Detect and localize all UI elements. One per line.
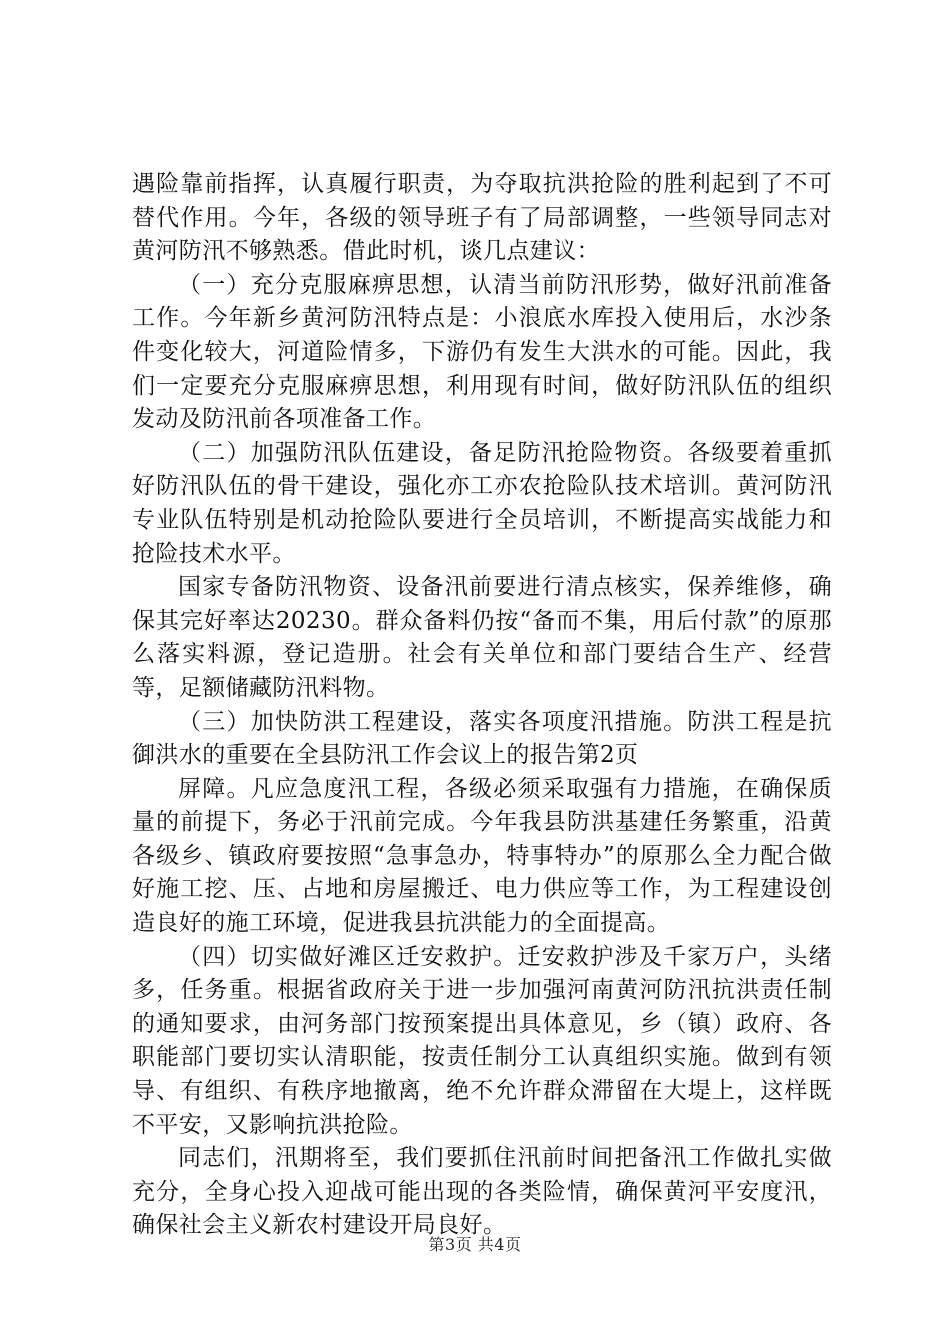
page-footer: 第3页 共4页 xyxy=(428,1235,522,1254)
paragraph-point-1: （一）充分克服麻痹思想，认清当前防汛形势，做好汛前准备工作。今年新乡黄河防汛特点是：小浪底水库投入使用后，水沙条件变化较大，河道险情多，下游仍有发生大洪水的可能。因此，我们一定要充分克服麻痹思想，利用现有时间，做好防汛队伍的组织发动及防汛前各项准备工作。 xyxy=(132,271,832,433)
paragraph-point-3: （三）加快防洪工程建设，落实各项度汛措施。防洪工程是抗御洪水的重要在全县防汛工作会议上的报告第2页 xyxy=(132,708,832,769)
paragraph-point-2: （二）加强防汛队伍建设，备足防汛抢险物资。各级要着重抓好防汛队伍的骨干建设，强化亦工亦农抢险队技术培训。黄河防汛专业队伍特别是机动抢险队要进行全员培训，不断提高实战能力和抢险技术水平。 xyxy=(132,439,832,567)
document-body xyxy=(132,168,832,1243)
paragraph-materials: 国家专备防汛物资、设备汛前要进行清点核实，保养维修，确保其完好率达20230。群众备料仍按“备而不集，用后付款”的原那么落实料源，登记造册。社会有关单位和部门要结合生产、经营等，足额储藏防汛料物。 xyxy=(132,574,832,701)
paragraph-intro: 遇险靠前指挥，认真履行职责，为夺取抗洪抢险的胜利起到了不可替代作用。今年，各级的领导班子有了局部调整，一些领导同志对黄河防汛不够熟悉。借此时机，谈几点建议： xyxy=(132,171,832,265)
paragraph-barrier: 屏障。凡应急度汛工程，各级必须采取强有力措施，在确保质量的前提下，务必于汛前完成。今年我县防洪基建任务繁重，沿黄各级乡、镇政府要按照“急事急办，特事特办”的原那么全力配合做好施工挖、压、占地和房屋搬迁、电力供应等工作，为工程建设创造良好的施工环境，促进我县抗洪能力的全面提高。 xyxy=(132,775,832,937)
paragraph-point-4: （四）切实做好滩区迁安救护。迁安救护涉及千家万户，头绪多，任务重。根据省政府关于进一步加强河南黄河防汛抗洪责任制的通知要求，由河务部门按预案提出具体意见，乡（镇）政府、各职能部门要切实认清职能，按责任制分工认真组织实施。做到有领导、有组织、有秩序地撤离，绝不允许群众滞留在大堤上，这样既不平安，又影响抗洪抢险。 xyxy=(132,943,832,1138)
paragraph-closing: 同志们，汛期将至，我们要抓住汛前时间把备汛工作做扎实做充分，全身心投入迎战可能出现的各类险情，确保黄河平安度汛，确保社会主义新农村建设开局良好。 xyxy=(132,1145,832,1239)
